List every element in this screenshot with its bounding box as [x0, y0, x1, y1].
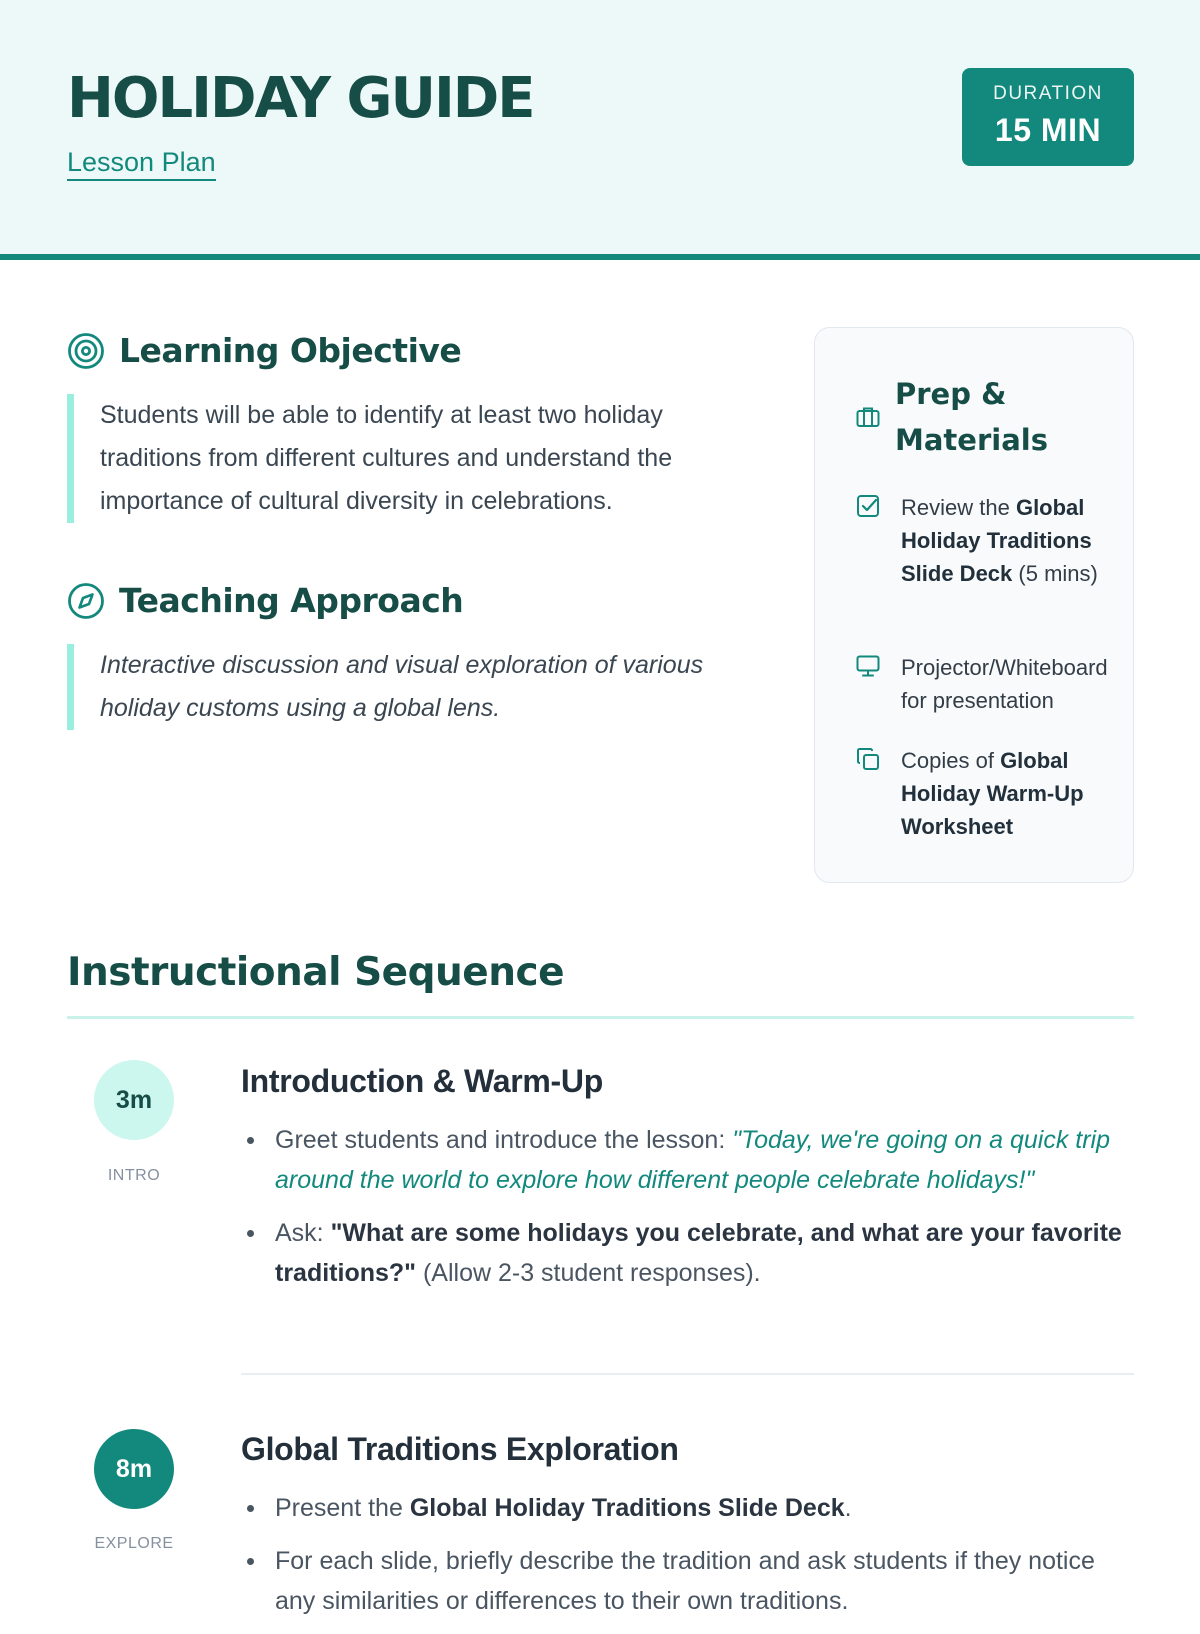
step-bullets — [241, 1488, 1141, 1634]
objective-text: Students will be able to identify at least two holiday traditions from different cultures and understand the importance of cultural diversity in celebrations. — [67, 394, 767, 523]
checkbox-icon — [855, 493, 881, 519]
prep-item-text: Projector/Whiteboard for presentation — [901, 655, 1108, 713]
approach-heading — [67, 581, 463, 620]
approach-text: Interactive discussion and visual exploration of various holiday customs using a global lens. — [67, 644, 767, 730]
section-divider — [67, 1016, 1134, 1019]
compass-icon — [67, 582, 105, 620]
briefcase-icon — [855, 404, 881, 430]
approach-title: Teaching Approach — [119, 581, 464, 620]
step-tag: INTRO — [107, 1167, 161, 1184]
duration-label: DURATION — [993, 83, 1103, 104]
step-duration-badge: 3m — [94, 1060, 174, 1140]
target-icon — [67, 332, 105, 370]
prep-item-text: Review the Global Holiday Traditions Slide Deck (5 mins) — [901, 495, 1098, 586]
step-divider — [241, 1373, 1134, 1375]
page-title: HOLIDAY GUIDE — [67, 66, 534, 131]
step-title: Introduction & Warm-Up — [241, 1063, 603, 1099]
copy-icon — [855, 746, 881, 772]
list-item: Greet students and introduce the lesson: "Today, we're going on a quick trip around the world to explore how different people celebrate holidays!" — [241, 1120, 1141, 1200]
step-title: Global Traditions Exploration — [241, 1431, 679, 1467]
duration-value: 15 MIN — [994, 112, 1102, 148]
objective-title: Learning Objective — [119, 331, 462, 370]
list-item: Present the Global Holiday Traditions Slide Deck. — [241, 1488, 1141, 1528]
monitor-icon — [855, 653, 881, 679]
prep-materials-card — [814, 327, 1134, 883]
page-header — [0, 0, 1200, 260]
duration-badge — [962, 68, 1134, 166]
prep-item — [855, 744, 1131, 843]
objective-heading — [67, 331, 461, 370]
step-bullets — [241, 1120, 1141, 1306]
step-tag: EXPLORE — [94, 1535, 174, 1552]
prep-item-text: Copies of Global Holiday Warm-Up Worksheet — [901, 748, 1084, 839]
list-item: Ask: "What are some holidays you celebrate, and what are your favorite traditions?" (Allow 2-3 student responses). — [241, 1213, 1141, 1293]
prep-item — [855, 651, 1131, 717]
step-duration-badge: 8m — [94, 1429, 174, 1509]
list-item: For each slide, briefly describe the tradition and ask students if they notice any similarities or differences to their own traditions. — [241, 1541, 1141, 1621]
prep-title: Prep & Materials — [895, 377, 1048, 457]
prep-item — [855, 491, 1131, 590]
sequence-title: Instructional Sequence — [67, 950, 565, 995]
page-subtitle: Lesson Plan — [67, 146, 216, 181]
